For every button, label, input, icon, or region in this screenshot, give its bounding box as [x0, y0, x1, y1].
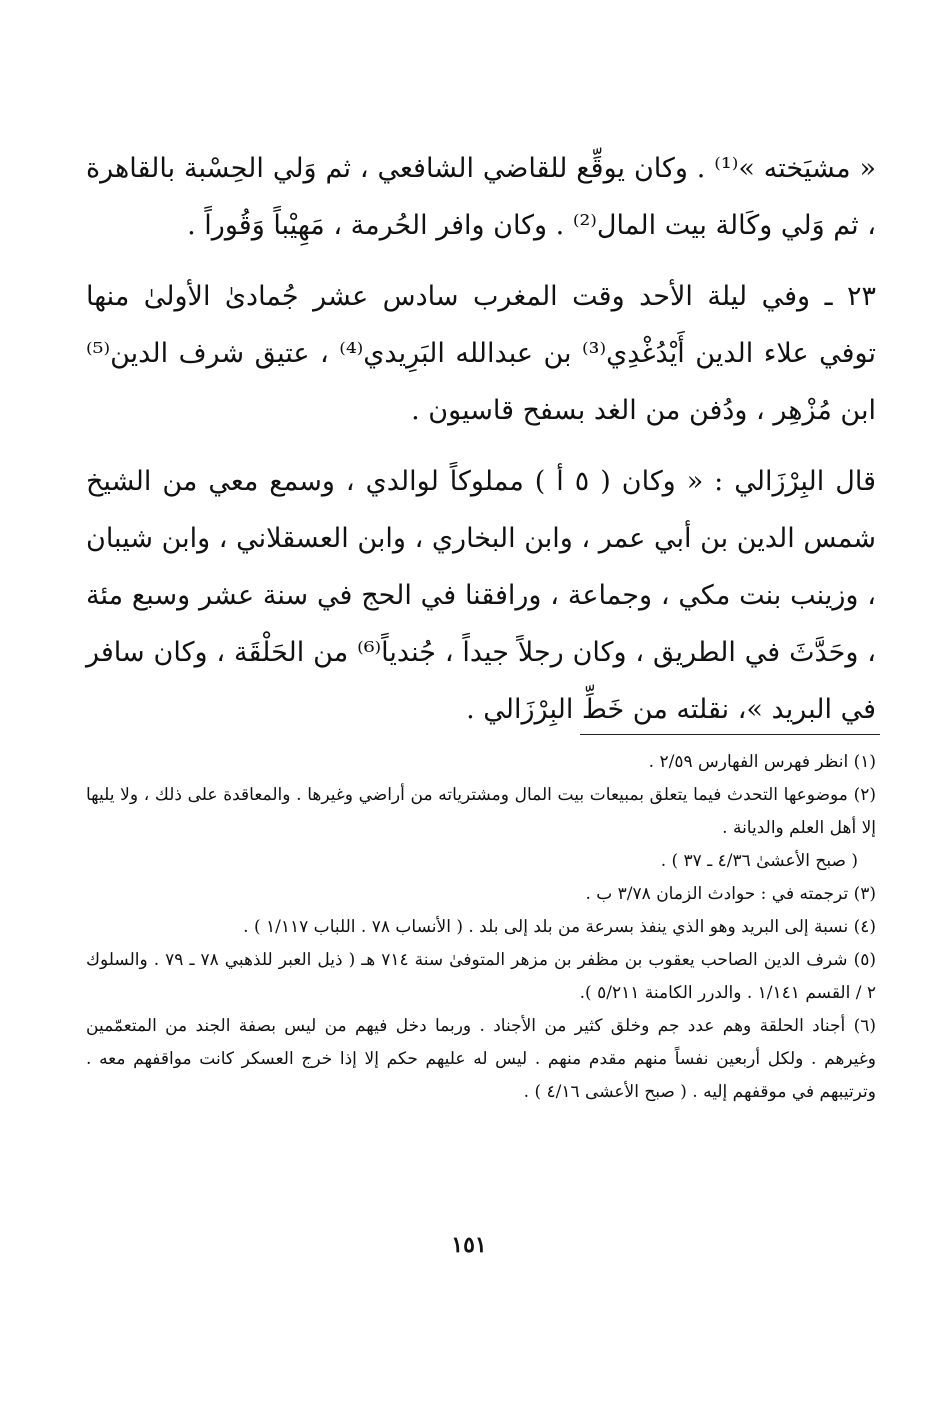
footnote-2: (٢) موضوعها التحدث فيما يتعلق بمبيعات بيت المال ومشترياته من أراضي وغيرها . والمعاقدة على ذلك ، ولا يليها إلا أهل العلم والديانة .	[86, 785, 876, 838]
paragraph-birzali-quote: قال البِرْزَالي : « وكان ( ٥ أ ) مملوكاً لوالدي ، وسمع معي من الشيخ شمس الدين بن أبي عمر ، وابن البخاري ، وابن العسقلاني ، وابن شيبان ، وزينب بنت مكي ، وجماعة ، ورافقنا في الحج في سنة عشر وسبع مئة ، وحَدَّثَ في الطريق ، وكان رجلاً جيداً ، جُندياً⁽⁶⁾ من الحَلْقَة ، وكان سافر في البريد »، نقلته من خَطِّ البِرْزَالي .	[86, 466, 877, 725]
footnote-3: (٣) ترجمته في : حوادث الزمان ٣/٧٨ ب .	[585, 884, 876, 904]
footnote-5: (٥) شرف الدين الصاحب يعقوب بن مظفر بن مزهر المتوفىٰ سنة ٧١٤ هـ ( ذيل العبر للذهبي ٧٨ ـ ٧٩ . والسلوك ٢ / القسم ١/١٤١ . والدرر الكامنة ٥/٢١١ ).	[86, 950, 876, 1003]
footnote-2-source: ( صبح الأعشىٰ ٤/٣٦ ـ ٣٧ ) .	[660, 851, 858, 871]
paragraph-continuation: « مشيَخته »⁽¹⁾ . وكان يوقِّع للقاضي الشافعي ، ثم وَلي الحِسْبة بالقاهرة ، ثم وَلي وكَالة بيت المال⁽²⁾ . وكان وافر الحُرمة ، مَهِيْباً وَقُوراً .	[86, 153, 876, 241]
footnote-separator	[580, 734, 880, 735]
paragraph-entry-23: ٢٣ ـ وفي ليلة الأحد وقت المغرب سادس عشر جُمادىٰ الأولىٰ منها توفي علاء الدين أَيْدُغْدِي⁽³⁾ بن عبدالله البَرِيدي⁽⁴⁾ ، عتيق شرف الدين⁽⁵⁾ ابن مُزْهِر ، ودُفن من الغد بسفح قاسيون .	[86, 281, 876, 426]
main-text	[86, 140, 876, 738]
page-number: ١٥١	[451, 1232, 487, 1258]
footnote-6: (٦) أجناد الحلقة وهم عدد جم وخلق كثير من الأجناد . وربما دخل فيهم من ليس بصفة الجند من المتعمّمين وغيرهم . ولكل أربعين نفساً منهم مقدم منهم . ليس له عليهم حكم إلا إذا خرج العسكر كانت مواقفهم معه . وترتيبهم في موقفهم إليه . ( صبح الأعشى ٤/١٦ ) .	[86, 1016, 876, 1102]
footnote-4: (٤) نسبة إلى البريد وهو الذي ينفذ بسرعة من بلد إلى بلد . ( الأنساب ٧٨ . اللباب ١/١١٧ ) .	[243, 917, 876, 937]
footnotes	[86, 746, 876, 1109]
footnote-1: (١) انظر فهرس الفهارس ٢/٥٩ .	[648, 752, 876, 772]
